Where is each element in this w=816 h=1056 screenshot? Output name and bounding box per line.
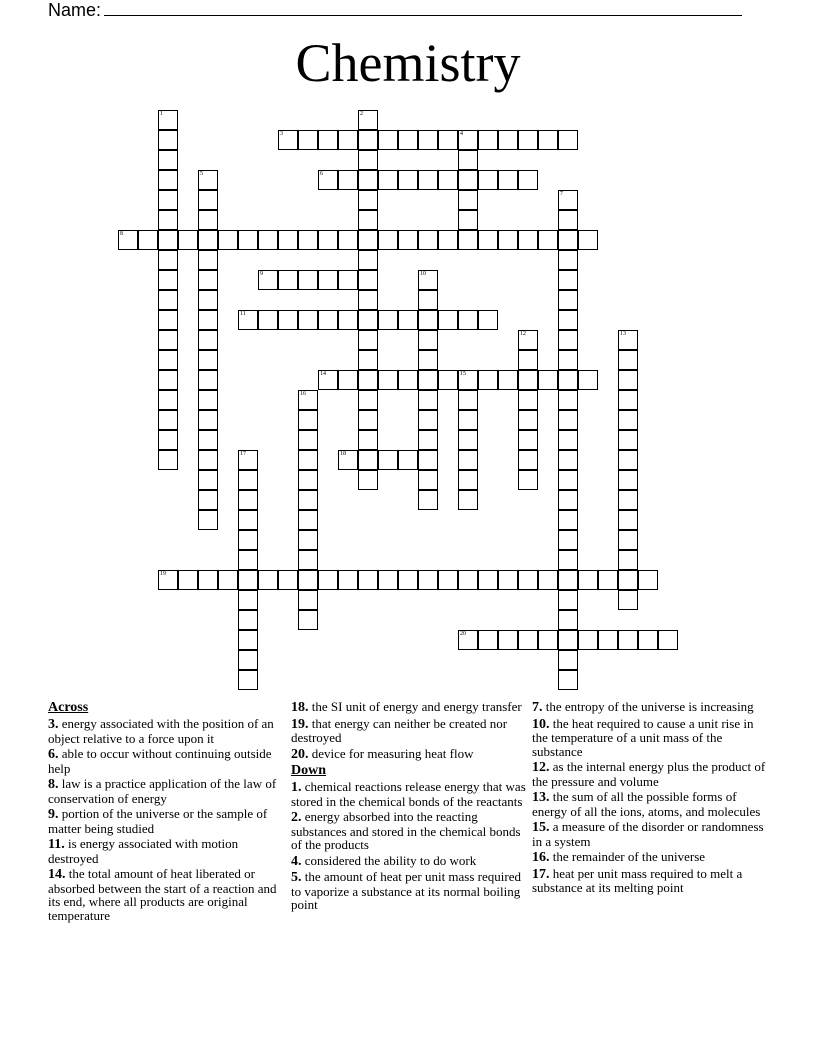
crossword-cell[interactable]: [378, 310, 398, 330]
crossword-cell[interactable]: [278, 570, 298, 590]
cell-number: 1: [160, 111, 163, 117]
crossword-cell[interactable]: [558, 550, 578, 570]
crossword-cell[interactable]: [298, 430, 318, 450]
crossword-cell[interactable]: [258, 310, 278, 330]
crossword-cell[interactable]: [618, 570, 638, 590]
crossword-cell[interactable]: [198, 470, 218, 490]
crossword-cell[interactable]: [518, 350, 538, 370]
crossword-cell[interactable]: [598, 630, 618, 650]
crossword-cell[interactable]: [298, 510, 318, 530]
crossword-cell[interactable]: [298, 130, 318, 150]
crossword-cell[interactable]: [498, 370, 518, 390]
crossword-cell[interactable]: [458, 570, 478, 590]
crossword-cell[interactable]: [638, 630, 658, 650]
crossword-cell[interactable]: [318, 270, 338, 290]
cell-number: 4: [460, 131, 463, 137]
crossword-cell[interactable]: [498, 130, 518, 150]
crossword-cell[interactable]: [138, 230, 158, 250]
crossword-cell[interactable]: [358, 350, 378, 370]
crossword-cell[interactable]: [558, 670, 578, 690]
crossword-cell[interactable]: [518, 330, 538, 350]
crossword-cell[interactable]: [558, 390, 578, 410]
crossword-cell[interactable]: [198, 310, 218, 330]
crossword-cell[interactable]: [318, 130, 338, 150]
crossword-cell[interactable]: [558, 370, 578, 390]
crossword-cell[interactable]: [298, 390, 318, 410]
crossword-cell[interactable]: [618, 490, 638, 510]
crossword-cell[interactable]: [358, 210, 378, 230]
cell-number: 19: [160, 571, 166, 577]
crossword-cell[interactable]: [378, 130, 398, 150]
crossword-cell[interactable]: [358, 170, 378, 190]
crossword-cell[interactable]: [558, 130, 578, 150]
crossword-cell[interactable]: [238, 530, 258, 550]
crossword-cell[interactable]: [198, 190, 218, 210]
crossword-cell[interactable]: [278, 270, 298, 290]
crossword-cell[interactable]: [658, 630, 678, 650]
down-clue: 4. considered the ability to do work: [291, 852, 477, 869]
across-clue: 20. device for measuring heat flow: [291, 745, 474, 762]
crossword-cell[interactable]: [558, 570, 578, 590]
crossword-cell[interactable]: [418, 350, 438, 370]
crossword-cell[interactable]: [358, 370, 378, 390]
crossword-cell[interactable]: [538, 630, 558, 650]
crossword-cell[interactable]: [518, 470, 538, 490]
across-clue: 6. able to occur without continuing outside help: [48, 746, 272, 776]
crossword-cell[interactable]: [178, 570, 198, 590]
cell-number: 9: [260, 271, 263, 277]
crossword-cell[interactable]: [318, 170, 338, 190]
crossword-cell[interactable]: [418, 430, 438, 450]
crossword-cell[interactable]: [618, 350, 638, 370]
cell-number: 6: [320, 171, 323, 177]
crossword-cell[interactable]: [578, 370, 598, 390]
crossword-cell[interactable]: [258, 230, 278, 250]
cell-number: 7: [560, 191, 563, 197]
crossword-cell[interactable]: [538, 230, 558, 250]
crossword-cell[interactable]: [518, 130, 538, 150]
crossword-cell[interactable]: [298, 530, 318, 550]
crossword-cell[interactable]: [618, 430, 638, 450]
crossword-cell[interactable]: [558, 350, 578, 370]
crossword-cell[interactable]: [218, 230, 238, 250]
across-clue: 18. the SI unit of energy and energy transfer: [291, 699, 522, 715]
crossword-cell[interactable]: [418, 390, 438, 410]
crossword-cell[interactable]: [418, 570, 438, 590]
cell-number: 5: [200, 171, 203, 177]
crossword-cell[interactable]: [298, 490, 318, 510]
crossword-cell[interactable]: [558, 430, 578, 450]
crossword-cell[interactable]: [158, 170, 178, 190]
crossword-cell[interactable]: [458, 630, 478, 650]
crossword-cell[interactable]: [358, 150, 378, 170]
crossword-cell[interactable]: [298, 230, 318, 250]
crossword-cell[interactable]: [558, 530, 578, 550]
cell-number: 13: [620, 331, 626, 337]
crossword-cell[interactable]: [198, 290, 218, 310]
crossword-cell[interactable]: [198, 510, 218, 530]
crossword-cell[interactable]: [478, 170, 498, 190]
crossword-cell[interactable]: [238, 230, 258, 250]
crossword-cell[interactable]: [458, 170, 478, 190]
crossword-cell[interactable]: [198, 570, 218, 590]
crossword-cell[interactable]: [238, 590, 258, 610]
crossword-cell[interactable]: [198, 390, 218, 410]
crossword-cell[interactable]: [558, 630, 578, 650]
crossword-cell[interactable]: [338, 570, 358, 590]
crossword-cell[interactable]: [318, 570, 338, 590]
crossword-cell[interactable]: [398, 310, 418, 330]
crossword-cell[interactable]: [618, 590, 638, 610]
crossword-cell[interactable]: [358, 430, 378, 450]
crossword-cell[interactable]: [358, 230, 378, 250]
crossword-cell[interactable]: [358, 130, 378, 150]
cell-number: 12: [520, 331, 526, 337]
cell-number: 20: [460, 631, 466, 637]
cell-number: 15: [460, 371, 466, 377]
crossword-cell[interactable]: [398, 570, 418, 590]
crossword-cell[interactable]: [158, 370, 178, 390]
crossword-cell[interactable]: [418, 170, 438, 190]
down-clue: 17. heat per unit mass required to melt a substance at its melting point: [532, 865, 743, 895]
crossword-cell[interactable]: [618, 410, 638, 430]
crossword-cell[interactable]: [478, 570, 498, 590]
crossword-cell[interactable]: [478, 310, 498, 330]
crossword-cell[interactable]: [518, 390, 538, 410]
crossword-cell[interactable]: [358, 450, 378, 470]
clues-column-2: [291, 700, 529, 914]
crossword-cell[interactable]: [238, 550, 258, 570]
crossword-cell[interactable]: [298, 570, 318, 590]
crossword-cell[interactable]: [618, 470, 638, 490]
crossword-cell[interactable]: [638, 570, 658, 590]
crossword-cell[interactable]: [478, 230, 498, 250]
crossword-cell[interactable]: [578, 570, 598, 590]
crossword-cell[interactable]: [478, 130, 498, 150]
cell-number: 2: [360, 111, 363, 117]
crossword-cell[interactable]: [238, 470, 258, 490]
crossword-cell[interactable]: [498, 230, 518, 250]
crossword-cell[interactable]: [198, 450, 218, 470]
down-clue: 13. the sum of all the possible forms of energy of all the ions, atoms, and molecules: [532, 789, 761, 819]
crossword-cell[interactable]: [238, 310, 258, 330]
cell-number: 17: [240, 451, 246, 457]
crossword-cell[interactable]: [298, 590, 318, 610]
down-clue: 15. a measure of the disorder or randomness in a system: [532, 819, 764, 849]
crossword-cell[interactable]: [358, 110, 378, 130]
crossword-cell[interactable]: [518, 230, 538, 250]
crossword-cell[interactable]: [198, 410, 218, 430]
crossword-cell[interactable]: [298, 550, 318, 570]
crossword-cell[interactable]: [558, 250, 578, 270]
crossword-cell[interactable]: [498, 630, 518, 650]
crossword-cell[interactable]: [558, 450, 578, 470]
crossword-cell[interactable]: [438, 310, 458, 330]
crossword-cell[interactable]: [198, 230, 218, 250]
crossword-cell[interactable]: [278, 130, 298, 150]
crossword-cell[interactable]: [458, 430, 478, 450]
crossword-cell[interactable]: [278, 230, 298, 250]
crossword-cell[interactable]: [438, 170, 458, 190]
crossword-cell[interactable]: [498, 170, 518, 190]
crossword-cell[interactable]: [538, 370, 558, 390]
crossword-cell[interactable]: [418, 330, 438, 350]
across-clue: 3. energy associated with the position of an object relative to a force upon it: [48, 716, 274, 746]
crossword-cell[interactable]: [158, 250, 178, 270]
crossword-cell[interactable]: [338, 450, 358, 470]
across-heading: Across: [48, 700, 89, 715]
crossword-cell[interactable]: [418, 410, 438, 430]
crossword-cell[interactable]: [338, 230, 358, 250]
crossword-cell[interactable]: [558, 510, 578, 530]
down-clue: 16. the remainder of the universe: [532, 849, 706, 865]
crossword-cell[interactable]: [458, 490, 478, 510]
crossword-cell[interactable]: [298, 610, 318, 630]
cell-number: 3: [280, 131, 283, 137]
crossword-cell[interactable]: [578, 630, 598, 650]
down-clue: 2. energy absorbed into the reacting substances and stored in the chemical bonds of the products: [291, 809, 521, 852]
crossword-cell[interactable]: [378, 370, 398, 390]
crossword-cell[interactable]: [238, 510, 258, 530]
crossword-cell[interactable]: [358, 190, 378, 210]
crossword-cell[interactable]: [418, 290, 438, 310]
crossword-cell[interactable]: [618, 530, 638, 550]
crossword-cell[interactable]: [558, 270, 578, 290]
crossword-cell[interactable]: [418, 310, 438, 330]
crossword-cell[interactable]: [518, 570, 538, 590]
down-clue: 10. the heat required to cause a unit rise in the temperature of a unit mass of the substance: [532, 715, 754, 759]
crossword-cell[interactable]: [158, 210, 178, 230]
crossword-cell[interactable]: [238, 630, 258, 650]
crossword-cell[interactable]: [438, 230, 458, 250]
across-clue: 11. is energy associated with motion destroyed: [48, 836, 239, 866]
crossword-cell[interactable]: [378, 170, 398, 190]
crossword-cell[interactable]: [398, 170, 418, 190]
crossword-cell[interactable]: [558, 210, 578, 230]
crossword-cell[interactable]: [538, 570, 558, 590]
crossword-cell[interactable]: [458, 470, 478, 490]
crossword-cell[interactable]: [518, 170, 538, 190]
crossword-cell[interactable]: [398, 370, 418, 390]
crossword-cell[interactable]: [158, 330, 178, 350]
crossword-cell[interactable]: [458, 130, 478, 150]
name-label: Name:: [48, 0, 102, 20]
crossword-cell[interactable]: [158, 410, 178, 430]
crossword-cell[interactable]: [338, 310, 358, 330]
crossword-cell[interactable]: [358, 410, 378, 430]
crossword-cell[interactable]: [558, 590, 578, 610]
cell-number: 18: [340, 451, 346, 457]
crossword-cell[interactable]: [618, 390, 638, 410]
crossword-cell[interactable]: [438, 130, 458, 150]
crossword-cell[interactable]: [498, 570, 518, 590]
crossword-cell[interactable]: [618, 450, 638, 470]
crossword-cell[interactable]: [378, 450, 398, 470]
crossword-cell[interactable]: [518, 430, 538, 450]
crossword-cell[interactable]: [558, 290, 578, 310]
cell-number: 14: [320, 371, 326, 377]
crossword-cell[interactable]: [238, 610, 258, 630]
crossword-cell[interactable]: [158, 310, 178, 330]
crossword-cell[interactable]: [558, 650, 578, 670]
crossword-cell[interactable]: [198, 350, 218, 370]
crossword-cell[interactable]: [558, 330, 578, 350]
crossword-cell[interactable]: [298, 450, 318, 470]
crossword-cell[interactable]: [358, 310, 378, 330]
crossword-cell[interactable]: [318, 370, 338, 390]
crossword-cell[interactable]: [198, 210, 218, 230]
crossword-cell[interactable]: [598, 570, 618, 590]
crossword-cell[interactable]: [158, 230, 178, 250]
crossword-cell[interactable]: [238, 670, 258, 690]
crossword-cell[interactable]: [518, 630, 538, 650]
crossword-cell[interactable]: [558, 470, 578, 490]
cell-number: 11: [240, 311, 246, 317]
crossword-cell[interactable]: [558, 190, 578, 210]
crossword-cell[interactable]: [198, 270, 218, 290]
crossword-cell[interactable]: [458, 410, 478, 430]
crossword-cell[interactable]: [378, 570, 398, 590]
crossword-cell[interactable]: [418, 470, 438, 490]
page-title: Chemistry: [295, 33, 521, 93]
crossword-cell[interactable]: [158, 150, 178, 170]
crossword-cell[interactable]: [478, 370, 498, 390]
crossword-cell[interactable]: [238, 490, 258, 510]
crossword-cell[interactable]: [438, 570, 458, 590]
crossword-cell[interactable]: [158, 450, 178, 470]
crossword-cell[interactable]: [518, 370, 538, 390]
crossword-cell[interactable]: [618, 510, 638, 530]
crossword-cell[interactable]: [158, 110, 178, 130]
crossword-cell[interactable]: [458, 230, 478, 250]
crossword-cell[interactable]: [458, 370, 478, 390]
down-clue: 12. as the internal energy plus the product of the pressure and volume: [532, 759, 766, 789]
crossword-cell[interactable]: [458, 190, 478, 210]
crossword-cell[interactable]: [418, 230, 438, 250]
down-clue: 1. chemical reactions release energy that was stored in the chemical bonds of the reactants: [291, 779, 526, 809]
cell-number: 16: [300, 391, 306, 397]
crossword-cell[interactable]: [198, 430, 218, 450]
crossword-cell[interactable]: [158, 430, 178, 450]
crossword-cell[interactable]: [418, 130, 438, 150]
cell-number: 10: [420, 271, 426, 277]
crossword-cell[interactable]: [158, 270, 178, 290]
crossword-cell[interactable]: [158, 350, 178, 370]
crossword-cell[interactable]: [358, 390, 378, 410]
crossword-cell[interactable]: [238, 450, 258, 470]
crossword-cell[interactable]: [318, 230, 338, 250]
crossword-cell[interactable]: [158, 390, 178, 410]
crossword-cell[interactable]: [558, 230, 578, 250]
crossword-cell[interactable]: [158, 570, 178, 590]
crossword-cell[interactable]: [358, 330, 378, 350]
crossword-cell[interactable]: [458, 210, 478, 230]
crossword-cell[interactable]: [298, 270, 318, 290]
crossword-cell[interactable]: [398, 450, 418, 470]
crossword-cell[interactable]: [158, 130, 178, 150]
crossword-cell[interactable]: [238, 650, 258, 670]
crossword-cell[interactable]: [338, 270, 358, 290]
crossword-cell[interactable]: [258, 270, 278, 290]
crossword-cell[interactable]: [298, 410, 318, 430]
crossword-cell[interactable]: [338, 130, 358, 150]
crossword-cell[interactable]: [358, 290, 378, 310]
clues-column-3: [532, 700, 768, 897]
clues-column-1: [48, 700, 288, 924]
crossword-cell[interactable]: [518, 450, 538, 470]
crossword-cell[interactable]: [198, 330, 218, 350]
crossword-cell[interactable]: [458, 390, 478, 410]
crossword-cell[interactable]: [538, 130, 558, 150]
across-clue: 14. the total amount of heat liberated or absorbed between the start of a reaction and its end, where all products are original temperature: [48, 866, 277, 923]
crossword-cell[interactable]: [618, 330, 638, 350]
cell-number: 8: [120, 231, 123, 237]
crossword-cell[interactable]: [198, 370, 218, 390]
crossword-cell[interactable]: [158, 190, 178, 210]
crossword-cell[interactable]: [178, 230, 198, 250]
crossword-cell[interactable]: [358, 470, 378, 490]
across-clue: 8. law is a practice application of the law of conservation of energy: [48, 776, 277, 806]
crossword-cell[interactable]: [158, 290, 178, 310]
crossword-cell[interactable]: [198, 490, 218, 510]
crossword-cell[interactable]: [458, 310, 478, 330]
crossword-cell[interactable]: [618, 630, 638, 650]
crossword-cell[interactable]: [418, 450, 438, 470]
crossword-cell[interactable]: [518, 410, 538, 430]
crossword-cell[interactable]: [298, 470, 318, 490]
crossword-cell[interactable]: [458, 150, 478, 170]
across-clue: 9. portion of the universe or the sample of matter being studied: [48, 806, 268, 836]
crossword-cell[interactable]: [558, 410, 578, 430]
crossword-cell[interactable]: [338, 370, 358, 390]
crossword-cell[interactable]: [558, 310, 578, 330]
down-clue: 5. the amount of heat per unit mass required to vaporize a substance at its normal boiling point: [291, 869, 521, 912]
crossword-cell[interactable]: [418, 490, 438, 510]
crossword-cell[interactable]: [578, 230, 598, 250]
crossword-cell[interactable]: [318, 310, 338, 330]
down-clue: 7. the entropy of the universe is increasing: [532, 699, 754, 715]
crossword-cell[interactable]: [338, 170, 358, 190]
crossword-cell[interactable]: [218, 570, 238, 590]
down-heading: Down: [291, 763, 327, 778]
crossword-cell[interactable]: [418, 370, 438, 390]
crossword-cell[interactable]: [198, 250, 218, 270]
crossword-cell[interactable]: [278, 310, 298, 330]
crossword-cell[interactable]: [558, 490, 578, 510]
crossword-cell[interactable]: [458, 450, 478, 470]
crossword-cell[interactable]: [358, 570, 378, 590]
crossword-cell[interactable]: [358, 270, 378, 290]
crossword-cell[interactable]: [298, 310, 318, 330]
crossword-cell[interactable]: [618, 370, 638, 390]
across-clue: 19. that energy can neither be created nor destroyed: [291, 715, 508, 745]
crossword-cell[interactable]: [478, 630, 498, 650]
crossword-cell[interactable]: [198, 170, 218, 190]
crossword-cell[interactable]: [618, 550, 638, 570]
crossword-cell[interactable]: [238, 570, 258, 590]
crossword-cell[interactable]: [118, 230, 138, 250]
crossword-cell[interactable]: [258, 570, 278, 590]
crossword-cell[interactable]: [418, 270, 438, 290]
crossword-cell[interactable]: [358, 250, 378, 270]
crossword-cell[interactable]: [398, 230, 418, 250]
crossword-cell[interactable]: [378, 230, 398, 250]
crossword-cell[interactable]: [398, 130, 418, 150]
crossword-cell[interactable]: [438, 370, 458, 390]
crossword-cell[interactable]: [558, 610, 578, 630]
